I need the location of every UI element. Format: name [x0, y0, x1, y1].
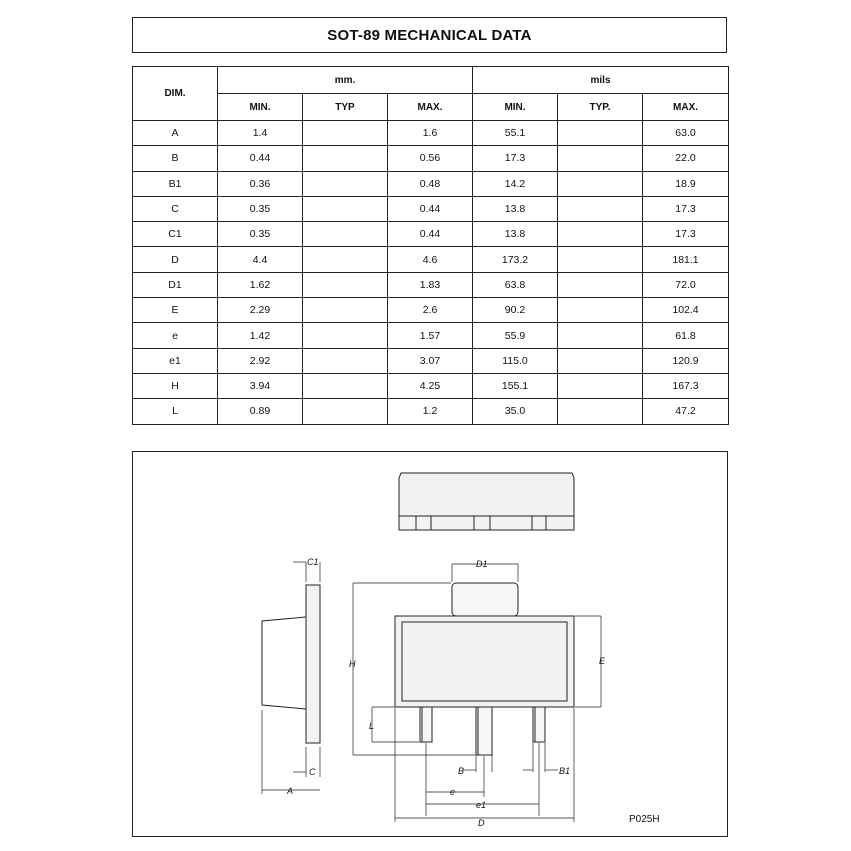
- cell-dim: B1: [133, 171, 218, 196]
- col-header-mils-max: MAX.: [643, 94, 729, 121]
- dim-label-c: C: [309, 767, 316, 777]
- cell-mil-min: 17.3: [473, 146, 558, 171]
- cell-mil-typ: [558, 272, 643, 297]
- cell-mil-typ: [558, 373, 643, 398]
- table-row: [133, 399, 729, 424]
- cell-mil-min: 115.0: [473, 348, 558, 373]
- dim-label-d: D: [478, 818, 485, 828]
- cell-mm-max: 4.25: [388, 373, 473, 398]
- cell-mm-min: 3.94: [218, 373, 303, 398]
- cell-mil-typ: [558, 171, 643, 196]
- dim-label-d1: D1: [476, 559, 488, 569]
- mils-group-header: mils: [473, 67, 729, 94]
- cell-mil-typ: [558, 121, 643, 146]
- dim-label-e-pitch: e: [450, 787, 456, 797]
- table-row: [133, 323, 729, 348]
- table-row: [133, 222, 729, 247]
- cell-dim: B: [133, 146, 218, 171]
- cell-mm-typ: [303, 196, 388, 221]
- cell-mm-min: 1.42: [218, 323, 303, 348]
- cell-mm-max: 0.48: [388, 171, 473, 196]
- dim-label-c1: C1: [307, 557, 319, 567]
- cell-mil-min: 13.8: [473, 196, 558, 221]
- cell-mil-typ: [558, 298, 643, 323]
- cell-dim: D1: [133, 272, 218, 297]
- cell-mil-min: 155.1: [473, 373, 558, 398]
- cell-mil-typ: [558, 399, 643, 424]
- cell-mm-max: 1.83: [388, 272, 473, 297]
- col-header-mm-typ: TYP: [303, 94, 388, 121]
- cell-mil-max: 181.1: [643, 247, 729, 272]
- cell-mil-min: 173.2: [473, 247, 558, 272]
- top-end-view: [399, 473, 574, 530]
- table-row: [133, 121, 729, 146]
- dim-header: DIM.: [133, 67, 218, 121]
- col-header-mils-min: MIN.: [473, 94, 558, 121]
- cell-mil-min: 63.8: [473, 272, 558, 297]
- cell-mm-typ: [303, 247, 388, 272]
- cell-dim: L: [133, 399, 218, 424]
- cell-mm-typ: [303, 399, 388, 424]
- cell-dim: e1: [133, 348, 218, 373]
- cell-mm-min: 0.44: [218, 146, 303, 171]
- cell-mil-max: 18.9: [643, 171, 729, 196]
- cell-dim: C1: [133, 222, 218, 247]
- cell-mm-min: 0.35: [218, 196, 303, 221]
- cell-mil-min: 13.8: [473, 222, 558, 247]
- cell-mil-typ: [558, 247, 643, 272]
- top-view: [395, 583, 574, 755]
- outline-svg: [133, 452, 727, 836]
- col-header-mm-min: MIN.: [218, 94, 303, 121]
- cell-mm-min: 0.36: [218, 171, 303, 196]
- cell-mil-max: 63.0: [643, 121, 729, 146]
- cell-mil-typ: [558, 196, 643, 221]
- cell-mil-max: 61.8: [643, 323, 729, 348]
- cell-mm-max: 1.2: [388, 399, 473, 424]
- cell-mm-typ: [303, 222, 388, 247]
- cell-mil-max: 102.4: [643, 298, 729, 323]
- cell-mil-max: 47.2: [643, 399, 729, 424]
- cell-mil-min: 55.1: [473, 121, 558, 146]
- cell-mm-typ: [303, 272, 388, 297]
- cell-mil-min: 14.2: [473, 171, 558, 196]
- dim-label-l: L: [369, 721, 375, 731]
- cell-mil-max: 167.3: [643, 373, 729, 398]
- table-row: [133, 298, 729, 323]
- cell-dim: A: [133, 121, 218, 146]
- cell-dim: E: [133, 298, 218, 323]
- cell-mil-min: 90.2: [473, 298, 558, 323]
- cell-mm-max: 1.57: [388, 323, 473, 348]
- table-row: [133, 348, 729, 373]
- cell-mm-typ: [303, 171, 388, 196]
- cell-mm-min: 0.35: [218, 222, 303, 247]
- cell-mil-max: 120.9: [643, 348, 729, 373]
- cell-mm-typ: [303, 348, 388, 373]
- cell-mm-max: 3.07: [388, 348, 473, 373]
- mechanical-data-table: [132, 66, 729, 425]
- table-row: [133, 373, 729, 398]
- cell-mm-min: 2.92: [218, 348, 303, 373]
- cell-mil-typ: [558, 348, 643, 373]
- cell-mil-max: 17.3: [643, 196, 729, 221]
- dim-label-e1: e1: [476, 800, 487, 810]
- cell-mm-min: 2.29: [218, 298, 303, 323]
- cell-mil-min: 35.0: [473, 399, 558, 424]
- cell-mil-min: 55.9: [473, 323, 558, 348]
- dim-label-a: A: [287, 786, 294, 796]
- cell-mm-max: 1.6: [388, 121, 473, 146]
- cell-dim: D: [133, 247, 218, 272]
- cell-mil-typ: [558, 222, 643, 247]
- cell-mm-typ: [303, 121, 388, 146]
- cell-mm-max: 4.6: [388, 247, 473, 272]
- cell-dim: H: [133, 373, 218, 398]
- cell-mil-typ: [558, 323, 643, 348]
- cell-mm-min: 4.4: [218, 247, 303, 272]
- cell-mm-typ: [303, 146, 388, 171]
- mm-group-header: mm.: [218, 67, 473, 94]
- cell-mm-typ: [303, 323, 388, 348]
- cell-mil-typ: [558, 146, 643, 171]
- dim-label-e-height: E: [599, 656, 606, 666]
- table-row: [133, 272, 729, 297]
- table-row: [133, 247, 729, 272]
- dim-label-h: H: [349, 659, 356, 669]
- cell-mm-min: 1.62: [218, 272, 303, 297]
- cell-mil-max: 72.0: [643, 272, 729, 297]
- cell-mil-max: 17.3: [643, 222, 729, 247]
- cell-mm-typ: [303, 298, 388, 323]
- cell-mm-max: 0.44: [388, 196, 473, 221]
- cell-mm-min: 1.4: [218, 121, 303, 146]
- cell-mm-max: 0.44: [388, 222, 473, 247]
- table-row: [133, 196, 729, 221]
- cell-mil-max: 22.0: [643, 146, 729, 171]
- cell-mm-min: 0.89: [218, 399, 303, 424]
- cell-mm-typ: [303, 373, 388, 398]
- cell-mm-max: 2.6: [388, 298, 473, 323]
- drawing-code: P025H: [629, 814, 660, 825]
- package-outline-drawing: [132, 451, 728, 837]
- page-title: SOT-89 MECHANICAL DATA: [132, 17, 727, 53]
- table-row: [133, 171, 729, 196]
- col-header-mils-typ: TYP.: [558, 94, 643, 121]
- dim-label-b: B: [458, 766, 465, 776]
- cell-dim: C: [133, 196, 218, 221]
- dim-label-b1: B1: [559, 766, 571, 776]
- cell-mm-max: 0.56: [388, 146, 473, 171]
- table-row: [133, 146, 729, 171]
- col-header-mm-max: MAX.: [388, 94, 473, 121]
- cell-dim: e: [133, 323, 218, 348]
- side-view: [262, 585, 320, 743]
